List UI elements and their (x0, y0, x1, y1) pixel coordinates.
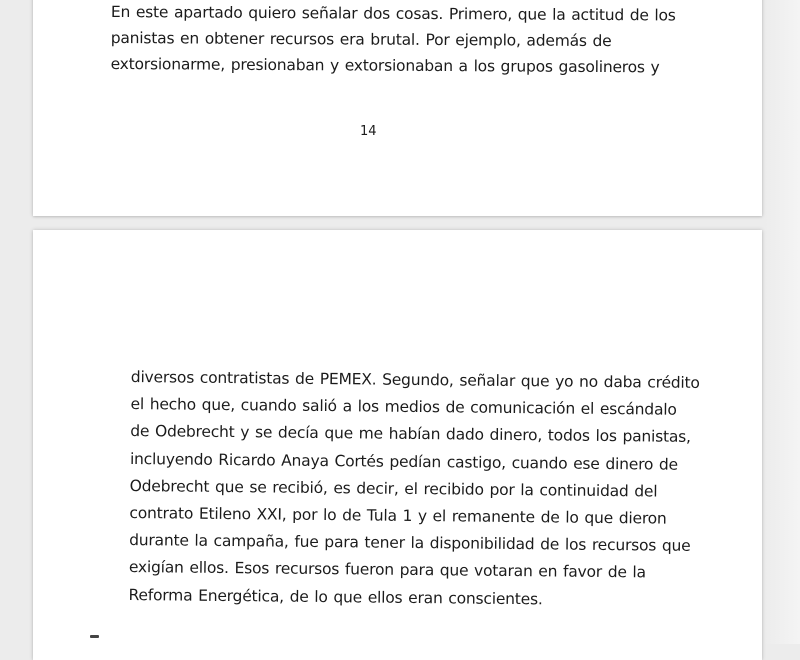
text-line: el hecho que, cuando salió a los medios de comunicación el escándalo (130, 395, 677, 419)
document-page-14 (33, 0, 762, 216)
cut-off-text-mark (90, 635, 99, 638)
text-line: extorsionarme, presionaban y extorsionaban a los grupos gasolineros y (110, 54, 660, 77)
page-number: 14 (360, 124, 377, 139)
text-line: panistas en obtener recursos era brutal. Por ejemplo, además de (110, 28, 612, 51)
text-line: de Odebrecht y se decía que me habían dado dinero, todos los panistas, (130, 422, 691, 447)
text-line: contrato Etileno XXI, por lo de Tula 1 y el remanente de lo que dieron (129, 504, 667, 528)
viewer-background-edge (764, 0, 800, 644)
text-line: En este apartado quiero señalar dos cosas. Primero, que la actitud de los (110, 2, 676, 25)
paragraph-page-14 (110, 0, 676, 80)
document-page-15 (33, 230, 762, 660)
text-line: Odebrecht que se recibió, es decir, el recibido por la continuidad del (129, 476, 658, 501)
text-line: durante la campaña, fue para tener la disponibilidad de los recursos que (129, 531, 691, 556)
paragraph-page-15 (128, 364, 700, 614)
text-line: Reforma Energética, de lo que ellos eran conscientes. (128, 585, 543, 608)
text-line: incluyendo Ricardo Anaya Cortés pedían castigo, cuando ese dinero de (129, 449, 679, 474)
text-line: exigían ellos. Esos recursos fueron para que votaran en favor de la (128, 558, 646, 582)
text-line: diversos contratistas de PEMEX. Segundo, señalar que yo no daba crédito (130, 367, 700, 392)
